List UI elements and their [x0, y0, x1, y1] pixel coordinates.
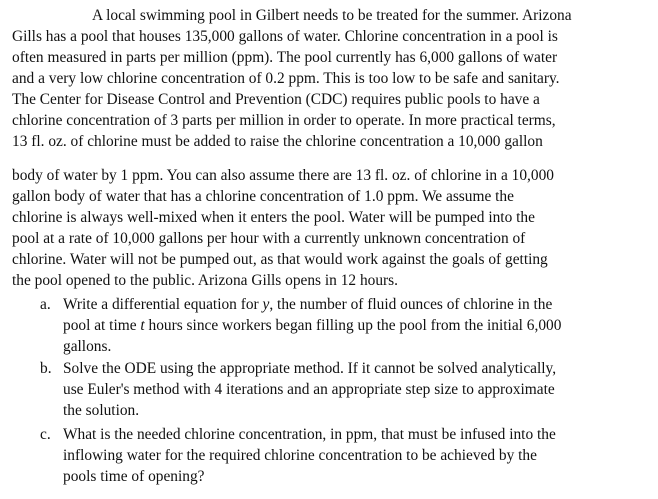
- text-line: body of water by 1 ppm. You can also assume there are 13 fl. oz. of chlorine in a 10,000: [12, 167, 554, 184]
- text-line: Solve the ODE using the appropriate method. If it cannot be solved analytically,: [63, 360, 557, 377]
- text-line: Write a differential equation for y, the number of fluid ounces of chlorine in the: [63, 296, 553, 313]
- text-line: the pool opened to the public. Arizona Gills opens in 12 hours.: [12, 272, 398, 289]
- text-line: and a very low chlorine concentration of 0.2 ppm. This is too low to be safe and sanitary.: [12, 70, 560, 87]
- text-line: the solution.: [63, 402, 140, 419]
- text-line: pools time of opening?: [63, 468, 205, 485]
- text-line: The Center for Disease Control and Prevention (CDC) requires public pools to have a: [12, 91, 540, 108]
- text-line: A local swimming pool in Gilbert needs to be treated for the summer. Arizona: [92, 7, 572, 24]
- text-line: often measured in parts per million (ppm). The pool currently has 6,000 gallons of water: [12, 49, 558, 66]
- text-line: What is the needed chlorine concentration, in ppm, that must be infused into the: [63, 426, 556, 443]
- text-line: Gills has a pool that houses 135,000 gallons of water. Chlorine concentration in a pool is: [12, 28, 558, 45]
- list-marker: c.: [40, 426, 51, 443]
- text-line: pool at time t hours since workers began filling up the pool from the initial 6,000: [63, 317, 562, 334]
- text-line: inflowing water for the required chlorine concentration to be achieved by the: [63, 447, 537, 464]
- text-line: pool at a rate of 10,000 gallons per hour with a currently unknown concentration of: [12, 230, 526, 247]
- text-line: gallons.: [63, 338, 112, 355]
- text-line: chlorine is always well-mixed when it enters the pool. Water will be pumped into the: [12, 209, 535, 226]
- list-marker: b.: [40, 360, 52, 377]
- list-marker: a.: [40, 296, 51, 313]
- text-line: gallon body of water that has a chlorine concentration of 1.0 ppm. We assume the: [12, 188, 514, 205]
- text-line: 13 fl. oz. of chlorine must be added to raise the chlorine concentration a 10,000 gallon: [12, 133, 543, 150]
- text-line: use Euler's method with 4 iterations and an appropriate step size to approximate: [63, 381, 555, 398]
- variable-t: t: [140, 317, 145, 334]
- variable-y: y: [262, 296, 270, 313]
- text-line: chlorine. Water will not be pumped out, as that would work against the goals of getting: [12, 251, 548, 268]
- text-line: chlorine concentration of 3 parts per million in order to operate. In more practical terms,: [12, 112, 556, 129]
